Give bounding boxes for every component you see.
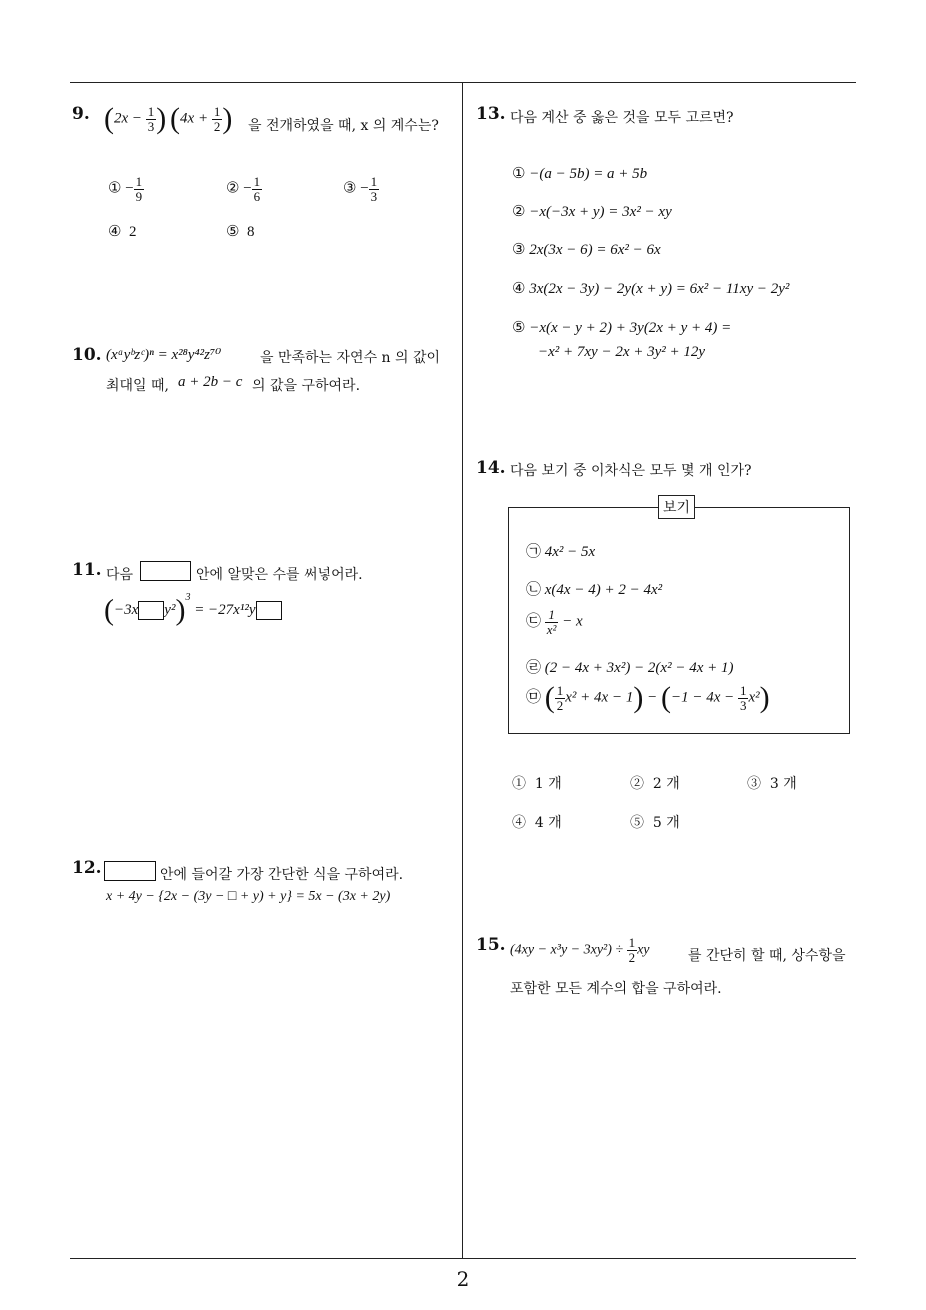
q13-question-text: 다음 계산 중 옳은 것을 모두 고르면? (510, 110, 734, 126)
q11-text-a: 다음 (106, 567, 134, 583)
q10-text-line2: 최대일 때, (106, 378, 169, 394)
q13-choice-5-line2: −x² + 7xy − 2x + 3y² + 12y (538, 344, 706, 360)
q15-text-line2: 포함한 모든 계수의 합을 구하여라. (510, 981, 722, 997)
q14-choice-1[interactable]: ① 1 개 (512, 776, 562, 792)
q10-text-line1: 을 만족하는 자연수 n 의 값이 (260, 350, 441, 366)
bogi-item: ㉤ ( $\frac{1}{2}$ x² + 4x − 1) − (−1 − 4x − $\frac{1}{3}$ x²) (526, 681, 770, 714)
q9-choice-3[interactable]: ③ − $\frac{1}{3}$ (343, 174, 378, 204)
q13-choice-3[interactable]: ③ 2x(3x − 6) = 6x² − 6x (512, 242, 661, 258)
question-number: 9. (72, 104, 90, 124)
column-divider (462, 83, 463, 1258)
q9-choice-1[interactable]: ① − $\frac{1}{9}$ (108, 174, 143, 204)
fraction: $\frac{1}{\text{x²}}$ (546, 607, 557, 637)
question-number: 11. (72, 560, 102, 580)
fraction: $\frac{1}{3}$ (147, 103, 155, 134)
q9-choice-2[interactable]: ② − $\frac{1}{6}$ (226, 174, 261, 204)
q9-expression: (2x − $\frac{1}{3}$ ) (4x + $\frac{1}{2}$ ) (104, 102, 233, 135)
answer-box (104, 861, 156, 881)
fraction: $\frac{1}{2}$ (628, 935, 636, 965)
q14-choice-4[interactable]: ④ 4 개 (512, 815, 562, 831)
bogi-title: 보기 (658, 495, 695, 519)
question-number: 12. (72, 858, 102, 878)
q12-expression: x + 4y − {2x − (3y − □ + y) + y} = 5x − (3x + 2y) (106, 889, 391, 904)
q13-choice-4[interactable]: ④ 3x(2x − 3y) − 2y(x + y) = 6x² − 11xy − 2y² (512, 281, 790, 297)
bogi-item: ㉢ $\frac{1}{\text{x²}}$ − x (526, 607, 583, 637)
q12-question-text: 안에 들어갈 가장 간단한 식을 구하여라. (160, 867, 404, 883)
bogi-item: ㉣ (2 − 4x + 3x²) − 2(x² − 4x + 1) (526, 660, 734, 676)
fraction: $\frac{1}{2}$ (213, 103, 221, 134)
answer-box (256, 601, 282, 620)
q9-question-text: 을 전개하였을 때, x 의 계수는? (248, 118, 439, 134)
question-number: 13. (476, 104, 506, 124)
q11-text-b: 안에 알맞은 수를 써넣어라. (196, 567, 363, 583)
answer-box (140, 561, 191, 581)
q13-choice-1[interactable]: ① −(a − 5b) = a + 5b (512, 166, 648, 182)
fraction: $\frac{1}{9}$ (135, 174, 143, 204)
question-number: 14. (476, 458, 506, 478)
fraction: $\frac{1}{6}$ (253, 174, 261, 204)
bogi-item: ㉡ x(4x − 4) + 2 − 4x² (526, 582, 663, 598)
question-number: 10. (72, 345, 102, 365)
answer-box (138, 601, 164, 620)
fraction: $\frac{1}{3}$ (370, 174, 378, 204)
q14-choice-3[interactable]: ③ 3 개 (747, 776, 797, 792)
q14-choice-5[interactable]: ⑤ 5 개 (630, 815, 680, 831)
q14-choice-2[interactable]: ② 2 개 (630, 776, 680, 792)
q15-expression: (4xy − x³y − 3xy²) ÷ $\frac{1}{2}$ xy (510, 935, 650, 965)
q14-question-text: 다음 보기 중 이차식은 모두 몇 개 인가? (510, 463, 752, 479)
bottom-rule (70, 1258, 856, 1259)
q11-expression: (−3x y²)$^3$ = −27x¹²y (104, 592, 282, 626)
q10-text-line2-tail: 의 값을 구하여라. (252, 378, 361, 394)
q13-choice-5[interactable]: ⑤ −x(x − y + 2) + 3y(2x + y + 4) = (512, 320, 732, 336)
q9-choice-4[interactable]: ④ 2 (108, 224, 137, 240)
top-rule (70, 82, 856, 83)
q10-expression: (xᵃyᵇzᶜ)ⁿ = x²⁸y⁴²z⁷⁰ (106, 347, 222, 363)
q9-term1: 2x − (114, 110, 143, 127)
q10-expression-2: a + 2b − c (178, 374, 243, 390)
q9-term2: 4x + (180, 110, 209, 127)
bogi-item: ㉠ 4x² − 5x (526, 544, 596, 560)
q13-choice-2[interactable]: ② −x(−3x + y) = 3x² − xy (512, 204, 672, 220)
fraction: $\frac{1}{2}$ (556, 682, 564, 713)
page-number: 2 (456, 1267, 470, 1291)
question-number: 15. (476, 935, 506, 955)
q15-text-line1: 를 간단히 할 때, 상수항을 (688, 948, 846, 964)
fraction: $\frac{1}{3}$ (739, 682, 747, 713)
q9-choice-5[interactable]: ⑤ 8 (226, 224, 255, 240)
